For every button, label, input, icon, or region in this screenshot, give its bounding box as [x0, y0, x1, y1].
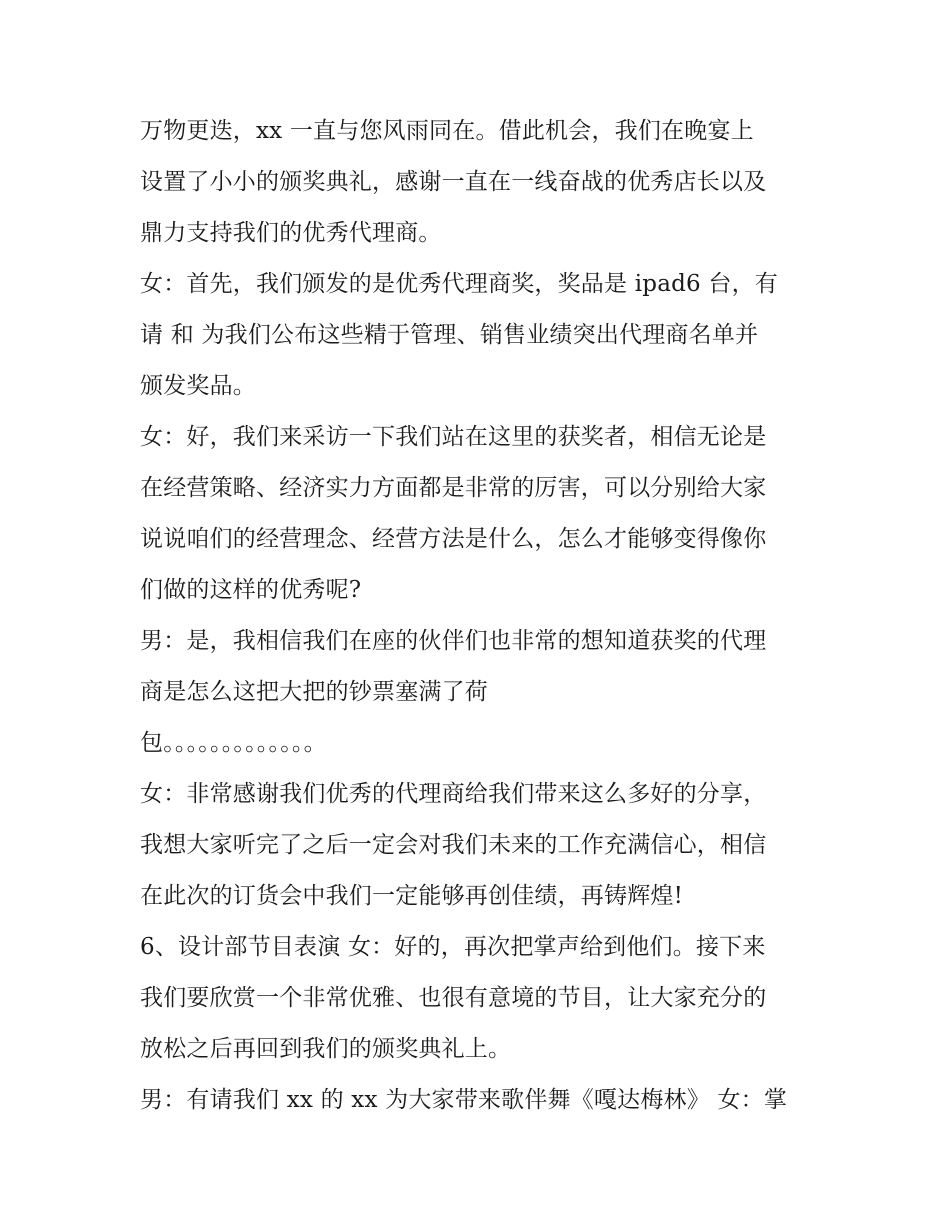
text-line: 6、设计部节目表演 女：好的，再次把掌声给到他们。接下来	[140, 934, 766, 960]
text-line: 我想大家听完了之后一定会对我们未来的工作充满信心，相信	[140, 832, 767, 858]
text-line: 们做的这样的优秀呢?	[140, 577, 362, 603]
text-line: 鼎力支持我们的优秀代理商。	[140, 220, 442, 246]
text-line: 在此次的订货会中我们一定能够再创佳绩，再铸辉煌!	[140, 883, 684, 909]
text-line: 包。。。。。。。。。。。。。	[140, 730, 327, 756]
text-line: 商是怎么这把大把的钞票塞满了荷	[140, 679, 488, 705]
text-line: 在经营策略、经济实力方面都是非常的厉害，可以分别给大家	[140, 475, 767, 501]
text-line: 颁发奖品。	[140, 373, 256, 399]
text-line: 万物更迭，xx 一直与您风雨同在。借此机会，我们在晚宴上	[140, 118, 754, 144]
text-line: 说说咱们的经营理念、经营方法是什么，怎么才能够变得像你	[140, 526, 767, 552]
text-line: 男：是，我相信我们在座的伙伴们也非常的想知道获奖的代理	[140, 628, 767, 654]
text-line: 女：首先，我们颁发的是优秀代理商奖，奖品是 ipad6 台，有	[140, 271, 778, 297]
document-body	[140, 106, 820, 1126]
text-line: 放松之后再回到我们的颁奖典礼上。	[140, 1036, 512, 1062]
text-line: 请 和 为我们公布这些精于管理、销售业绩突出代理商名单并	[140, 322, 759, 348]
text-line: 我们要欣赏一个非常优雅、也很有意境的节目，让大家充分的	[140, 985, 767, 1011]
text-line: 女：非常感谢我们优秀的代理商给我们带来这么多好的分享，	[140, 781, 767, 807]
text-line: 女：好，我们来采访一下我们站在这里的获奖者，相信无论是	[140, 424, 767, 450]
text-line: 设置了小小的颁奖典礼，感谢一直在一线奋战的优秀店长以及	[140, 169, 767, 195]
text-line: 男：有请我们 xx 的 xx 为大家带来歌伴舞《嘎达梅林》 女：掌	[140, 1087, 788, 1113]
